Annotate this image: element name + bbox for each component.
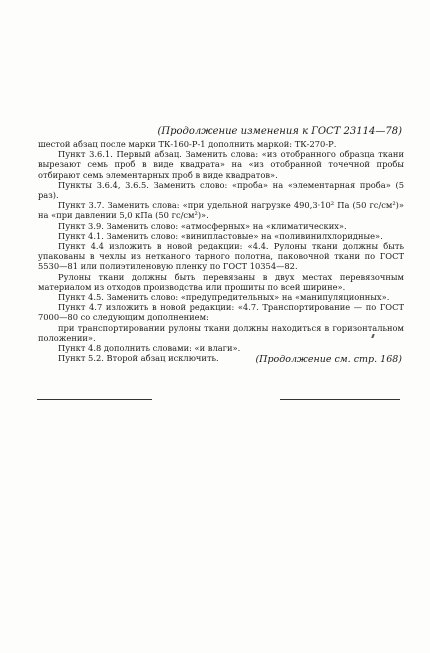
divider-left [37,399,152,400]
amendment-text [38,139,404,363]
continuation-header: (Продолжение изменения к ГОСТ 23114—78) [157,126,402,137]
paragraph: при транспортировании рулоны ткани должны находиться в горизонтальном положении». [38,322,404,343]
paragraph: Пункт 3.9. Заменить слово: «атмосферных» на «климатических». [58,220,347,231]
paragraph: шестой абзац после марки ТК-160-Р-1 дополнить маркой: ТК-270-Р. [38,139,337,149]
paragraph: Пункт 5.2. Второй абзац исключить. [58,353,219,364]
paragraph: Пункт 4.1. Заменить слово: «винипластовые» на «поливинилхлоридные». [58,230,383,241]
paragraph: Пункт 4.4 изложить в новой редакции: «4.4. Рулоны ткани должны быть упакованы в чехлы из нетканого тарного полотна, паковочной ткани по ГОСТ 5530—81 или полиэтиленовую пленку по ГОСТ 10354—82. [38,241,404,272]
paragraph: Пункт 4.8 дополнить словами: «и влаги». [58,343,241,354]
paragraph: Рулоны ткани должны быть перевязаны в двух местах перевязочным материалом из отходов производства или прошиты по всей ширине». [38,271,404,292]
paragraph: Пункт 4.5. Заменить слово: «предупредительных» на «манипуляционных». [58,292,390,303]
paragraph: Пункт 3.7. Заменить слова: «при удельной нагрузке 490,3·10² Па (50 гс/см²)» на «при давлении 5,0 кПа (50 гс/см²)». [38,200,404,221]
divider-right [280,399,400,400]
continuation-note: (Продолжение см. стр. 168) [255,354,402,365]
paragraph: Пункт 4.7 изложить в новой редакции: «4.7. Транспортирование — по ГОСТ 7000—80 со следующим дополнением: [38,302,404,323]
paragraph: Пункты 3.6.4, 3.6.5. Заменить слово: «проба» на «элементарная проба» (5 раз). [38,179,404,201]
paragraph: Пункт 3.6.1. Первый абзац. Заменить слова: «из отобранного образца ткани вырезают семь проб в виде квадрата» на «из отобранной точечной пробы отбирают семь элементарных проб в виде квадратов». [38,149,404,180]
